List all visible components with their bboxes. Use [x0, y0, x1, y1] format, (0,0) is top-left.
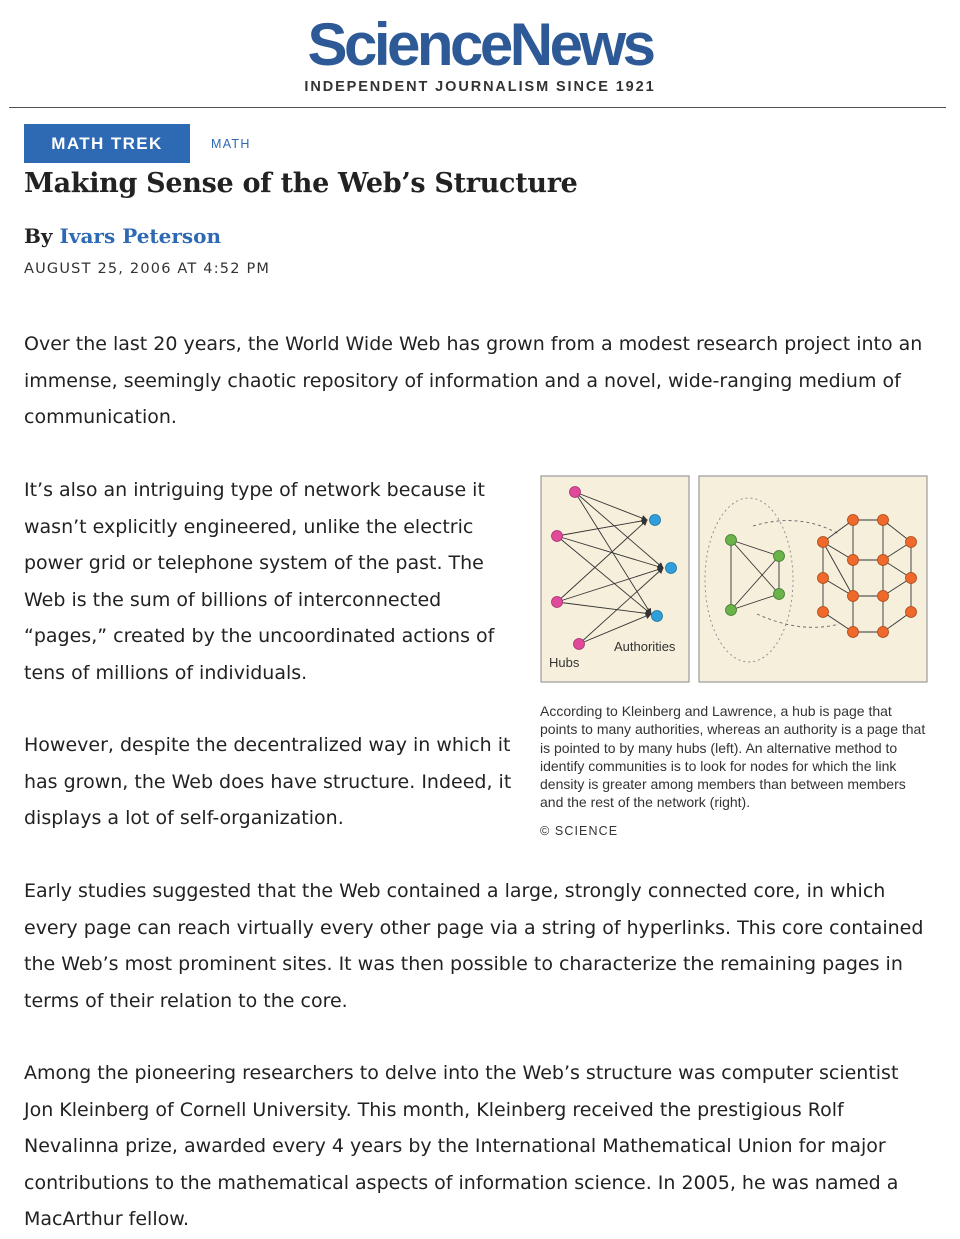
site-tagline: INDEPENDENT JOURNALISM SINCE 1921	[304, 79, 656, 95]
network-node	[878, 555, 889, 566]
article-paragraph-1: Over the last 20 years, the World Wide Web has grown from a modest research project into an immense, seemingly chaotic repository of information and a novel, wide-ranging medium of communication.	[24, 333, 923, 428]
community-node	[726, 605, 737, 616]
network-node	[848, 555, 859, 566]
network-node	[906, 573, 917, 584]
masthead	[0, 12, 960, 95]
article-paragraph-3: However, despite the decentralized way in which it has grown, the Web does have structure. Indeed, it displays a lot of self-organization.	[24, 734, 512, 829]
byline-prefix: By	[24, 224, 53, 248]
network-node	[848, 627, 859, 638]
hub-node	[570, 487, 581, 498]
authority-node	[652, 611, 663, 622]
network-node	[878, 515, 889, 526]
network-node	[818, 573, 829, 584]
network-node	[878, 591, 889, 602]
hub-node	[552, 597, 563, 608]
authority-node	[650, 515, 661, 526]
site-logo[interactable]: ScienceNews	[307, 11, 653, 78]
network-node	[818, 607, 829, 618]
network-node	[878, 627, 889, 638]
publish-date: AUGUST 25, 2006 AT 4:52 PM	[24, 261, 271, 277]
article-paragraph-2: It’s also an intriguing type of network because it wasn’t explicitly engineered, unlike the electric power grid or telephone system of the past. The Web is the sum of billions of interconnected “pages,” created by the uncoordinated actions of tens of millions of individuals.	[24, 479, 495, 684]
article-headline: Making Sense of the Web’s Structure	[24, 168, 578, 199]
article-paragraph-4	[24, 873, 934, 1019]
authority-node	[666, 563, 677, 574]
column-kicker-button[interactable]: MATH TREK	[24, 124, 190, 163]
community-node	[774, 551, 785, 562]
network-node	[818, 537, 829, 548]
article-paragraph-5: Among the pioneering researchers to delve into the Web’s structure was computer scientist Jon Kleinberg of Cornell University. This month, Kleinberg received the prestigious Rolf Nevalinna prize, awarded every 4 years by the International Mathematical Union for major contributions to the mathematical aspects of information science. In 2005, he was named a MacArthur fellow.	[24, 1062, 899, 1230]
masthead-divider	[9, 107, 946, 108]
byline	[24, 224, 221, 248]
topic-link[interactable]: MATH	[211, 137, 251, 151]
network-node	[848, 591, 859, 602]
network-node	[848, 515, 859, 526]
community-node	[726, 535, 737, 546]
authorities-label: Authorities	[614, 639, 676, 654]
hubs-label: Hubs	[549, 655, 580, 670]
author-link[interactable]: Ivars Peterson	[59, 224, 222, 248]
hub-node	[552, 531, 563, 542]
hub-node	[574, 639, 585, 650]
communities-panel	[699, 476, 927, 682]
figure-caption: According to Kleinberg and Lawrence, a hub is page that points to many authorities, whereas an authority is a page that is pointed to by many hubs (left). An alternative method to identify communities is to look for nodes for which the link density is greater among members than between members and the rest of the network (right).	[540, 703, 926, 811]
article-paragraph-4-text: Early studies suggested that the Web contained a large, strongly connected core, in which every page can reach virtually every other page via a string of hyperlinks. This core contained the Web’s most prominent sites. It was then possible to characterize the remaining pages in terms of their relation to the core.	[24, 880, 924, 1012]
network-node	[906, 537, 917, 548]
figure-diagram	[539, 474, 931, 684]
figure-credit: © SCIENCE	[540, 823, 619, 838]
figure	[539, 474, 931, 838]
network-node	[906, 607, 917, 618]
community-node	[774, 589, 785, 600]
